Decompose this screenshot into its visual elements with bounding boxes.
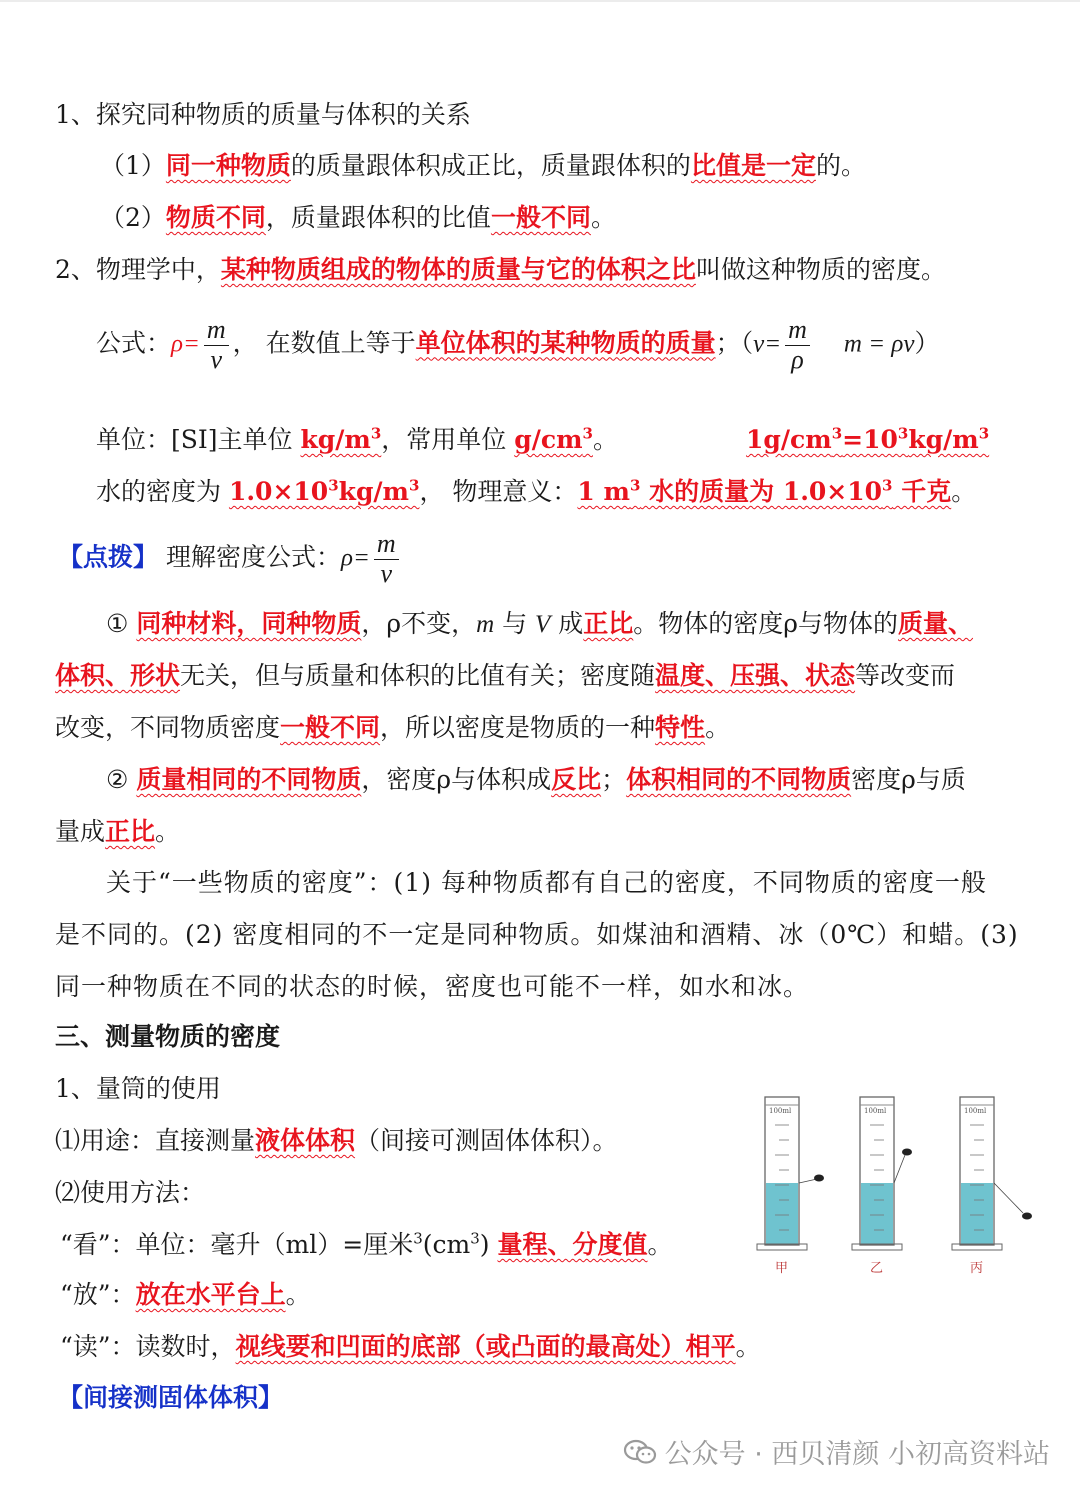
- tip-badge: 【点拨】: [58, 542, 159, 572]
- usage-method: ⑵使用方法：: [55, 1178, 206, 1207]
- numerator: m: [785, 316, 810, 346]
- key-term: 单位体积的某种物质的质量: [415, 328, 716, 358]
- text: （2）: [100, 203, 166, 232]
- text: 单位：[SI]主单位: [96, 425, 301, 454]
- text: ， 在数值上等于: [232, 328, 416, 358]
- conversion: kg/m: [908, 425, 979, 454]
- physical-meaning: 千克: [892, 477, 952, 506]
- cylinder-label-bing: 丙: [970, 1261, 984, 1276]
- cylinder-bing: [952, 1097, 1032, 1250]
- text: ): [479, 1230, 498, 1259]
- cylinder-label-yi: 乙: [870, 1261, 884, 1276]
- unit-line: [96, 425, 989, 455]
- key-term: 液体体积: [255, 1126, 356, 1155]
- cylinder-scale-label: 100ml: [864, 1107, 887, 1115]
- key-term: 温度、压强、状态: [655, 661, 856, 690]
- numerator: m: [204, 316, 229, 346]
- text: 。物体的密度ρ与物体的: [633, 609, 898, 638]
- physical-meaning: 1 m: [577, 477, 630, 506]
- top-divider: [0, 0, 1080, 2]
- superscript: 3: [409, 476, 420, 495]
- key-term: 特性: [655, 713, 706, 742]
- tip-line: [58, 530, 403, 588]
- key-term: 体积、形状: [55, 661, 181, 690]
- key-term: 某种物质组成的物体的质量与它的体积之比: [220, 255, 696, 284]
- text: ；: [601, 765, 627, 794]
- watermark-text: 公众号 · 西贝清颜 小初高资料站: [664, 1439, 1050, 1470]
- key-term: 质量、: [898, 609, 974, 638]
- superscript: 3: [328, 476, 339, 495]
- superscript: 3: [413, 1229, 423, 1248]
- superscript: 3: [470, 1229, 480, 1248]
- text: ，常用单位: [381, 425, 515, 454]
- text: 。: [735, 1332, 761, 1361]
- text: 。: [647, 1230, 673, 1259]
- usage-purpose: [55, 1126, 618, 1156]
- water-density: kg/m: [338, 477, 410, 506]
- text: ， 物理意义：: [419, 477, 578, 506]
- conversion: 1g/cm: [746, 425, 832, 454]
- usage-look: [60, 1230, 673, 1260]
- text: ⑴用途：直接测量: [55, 1126, 256, 1155]
- denominator: v: [210, 344, 223, 374]
- text: ①: [106, 609, 137, 638]
- text: ）: [914, 328, 940, 358]
- superscript: 3: [370, 424, 382, 443]
- key-term: 同种材料，同种物质: [136, 609, 362, 638]
- volume-fraction: [785, 316, 810, 374]
- unit-g-cm3: g/cm: [514, 425, 583, 454]
- water-density-line: [96, 477, 976, 507]
- cylinder-scale-label: 100ml: [769, 1107, 792, 1115]
- text: 的质量跟体积成正比，质量跟体积的: [290, 151, 691, 180]
- usage-read: [60, 1332, 761, 1362]
- cylinder-label-jia: 甲: [775, 1261, 789, 1276]
- subsection-heading: 1、量筒的使用: [55, 1074, 221, 1103]
- text: 公式：: [96, 328, 172, 358]
- tip-2-row-1: [106, 765, 966, 795]
- physical-meaning: 水的质量为 1.0×10: [640, 477, 883, 506]
- text: 成: [550, 609, 584, 638]
- graduated-cylinder-figure: [755, 1085, 1055, 1275]
- key-term: 质量相同的不同物质: [136, 765, 362, 794]
- text: 理解密度公式：: [158, 542, 341, 572]
- formula-line: [96, 316, 939, 374]
- text: 2、物理学中，: [55, 255, 221, 284]
- cylinder-jia: [757, 1097, 824, 1250]
- key-term: 反比: [551, 765, 602, 794]
- item-2-definition: [55, 255, 946, 285]
- text: (cm: [422, 1230, 471, 1259]
- water-density: 1.0×10: [228, 477, 329, 506]
- density-fraction: [204, 316, 229, 374]
- text: 无关，但与质量和体积的比值有关；密度随: [180, 661, 656, 690]
- tip-1-row-1: [106, 609, 973, 640]
- key-term: 一般不同: [280, 713, 381, 742]
- item-1-point-2: [100, 203, 616, 233]
- watermark: [623, 1432, 1050, 1471]
- key-term: 比值是一定: [690, 151, 816, 180]
- var-m: m: [476, 611, 495, 638]
- tip-2-row-2: [55, 817, 180, 847]
- formula-v: v=: [753, 330, 782, 358]
- text: 叫做这种物质的密度。: [695, 255, 946, 284]
- var-v: V: [535, 611, 551, 638]
- superscript: 3: [978, 424, 990, 443]
- text: ，质量跟体积的比值: [265, 203, 491, 232]
- key-term: 正比: [105, 817, 156, 846]
- denominator: ρ: [791, 344, 804, 374]
- section-3-heading: 三、测量物质的密度: [55, 1022, 281, 1051]
- superscript: 3: [831, 424, 843, 443]
- text: “放”：: [60, 1280, 136, 1309]
- text: 。: [592, 425, 618, 454]
- text: 与: [494, 609, 536, 638]
- tip-1-row-2: [55, 661, 955, 691]
- superscript: 3: [582, 424, 593, 443]
- text: 密度ρ与质: [851, 765, 966, 794]
- indirect-volume-heading: 【间接测固体体积】: [58, 1383, 284, 1412]
- item-1-point-1: [100, 151, 866, 181]
- text: ，密度ρ与体积成: [361, 765, 552, 794]
- superscript: 3: [629, 476, 641, 495]
- text: ②: [106, 765, 137, 794]
- superscript: 3: [897, 424, 909, 443]
- text: 量成: [55, 817, 106, 846]
- usage-place: [60, 1280, 311, 1310]
- numerator: m: [374, 530, 399, 560]
- text: （间接可测固体体积）。: [355, 1126, 618, 1155]
- cylinder-yi: [852, 1097, 912, 1250]
- text: 的。: [815, 151, 866, 180]
- text: （1）: [100, 151, 166, 180]
- note-row-2: 是不同的。(2) 密度相同的不一定是同种物质。如煤油和酒精、冰（0℃）和蜡。(3): [55, 920, 1019, 949]
- key-term: 视线要和凹面的底部（或凸面的最高处）相平: [235, 1332, 736, 1361]
- text: “看”：单位：毫升（ml）=厘米: [60, 1230, 414, 1259]
- key-term: 同一种物质: [165, 151, 291, 180]
- key-term: 正比: [583, 609, 634, 638]
- denominator: v: [380, 558, 392, 588]
- key-term: 体积相同的不同物质: [626, 765, 852, 794]
- text: ，所以密度是物质的一种: [380, 713, 656, 742]
- text: 改变，不同物质密度: [55, 713, 281, 742]
- key-term: 放在水平台上: [135, 1280, 286, 1309]
- rho-symbol: ρ=: [340, 544, 370, 572]
- tip-1-row-3: [55, 713, 730, 743]
- unit-kg-m3: kg/m: [300, 425, 371, 454]
- text: 等改变而: [855, 661, 956, 690]
- text: 水的密度为: [96, 477, 229, 506]
- text: “读”：读数时，: [60, 1332, 236, 1361]
- item-1-heading: 1、探究同种物质的质量与体积的关系: [55, 100, 471, 129]
- rho-symbol: ρ=: [171, 330, 200, 358]
- cylinder-scale-label: 100ml: [964, 1107, 987, 1115]
- key-term: 量程、分度值: [497, 1230, 648, 1259]
- key-term: 物质不同: [165, 203, 266, 232]
- formula-m: m = ρv: [843, 330, 915, 358]
- text: ，ρ不变，: [361, 609, 477, 638]
- superscript: 3: [882, 476, 893, 495]
- text: 。: [590, 203, 616, 232]
- text: ；（: [715, 328, 754, 358]
- text: 。: [285, 1280, 311, 1309]
- key-term: 一般不同: [490, 203, 591, 232]
- wechat-icon: [623, 1438, 657, 1466]
- density-fraction: [374, 530, 399, 588]
- note-row-1: 关于“一些物质的密度”：(1) 每种物质都有自己的密度，不同物质的密度一般: [106, 868, 987, 897]
- text: 。: [705, 713, 731, 742]
- note-row-3: 同一种物质在不同的状态的时候，密度也可能不一样，如水和冰。: [55, 972, 810, 1001]
- conversion: =10: [842, 425, 898, 454]
- text: 。: [155, 817, 181, 846]
- cylinders-svg: [755, 1085, 1055, 1255]
- text: 。: [951, 477, 977, 506]
